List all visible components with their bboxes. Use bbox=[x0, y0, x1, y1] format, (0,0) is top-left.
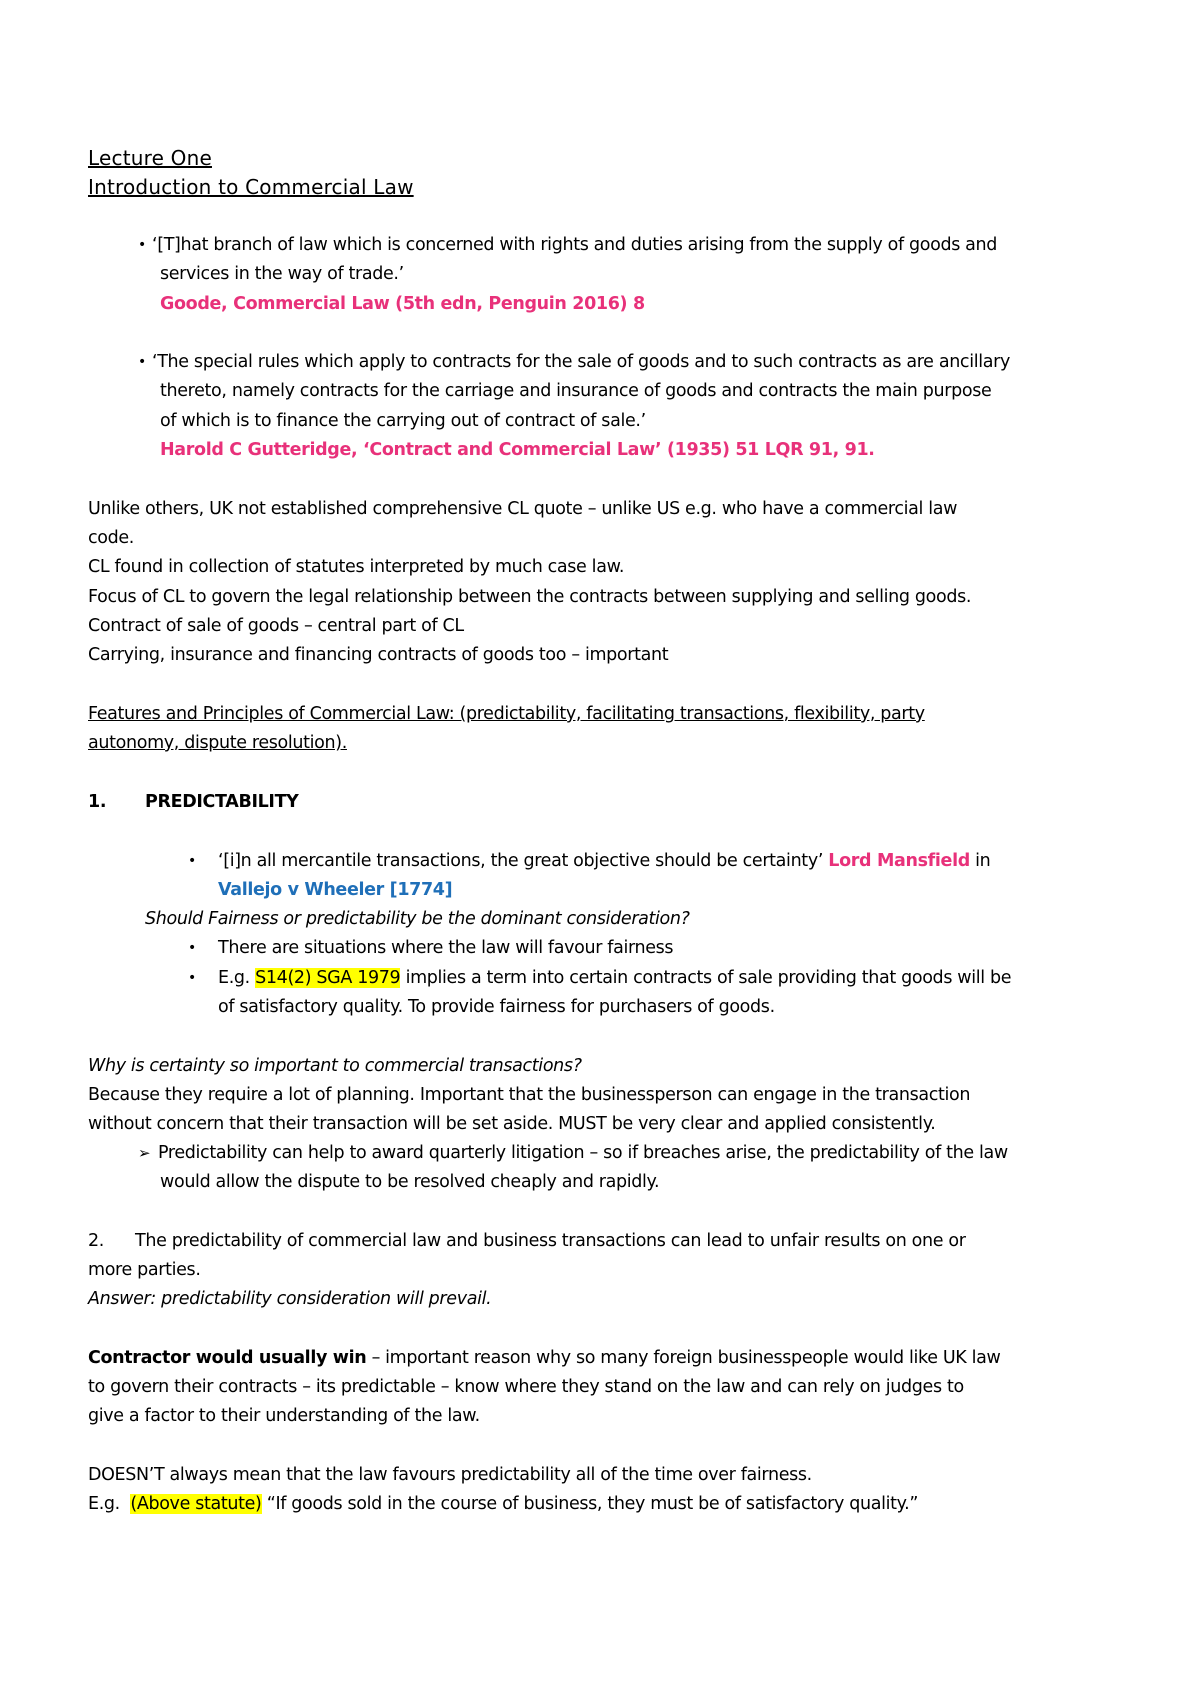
definition-2-line: ‘The special rules which apply to contracts for the sale of goods and to such contracts as are ancillary bbox=[152, 352, 1010, 372]
contractor-rest: – important reason why so many foreign businesspeople would like UK law bbox=[371, 1348, 1001, 1368]
contractor-line-3: give a factor to their understanding of the law. bbox=[88, 1406, 480, 1426]
statute-bullet-line-2: of satisfactory quality. To provide fairness for purchasers of goods. bbox=[218, 997, 775, 1017]
judge-name: Lord Mansfield bbox=[828, 851, 970, 871]
fairness-bullet: There are situations where the law will favour fairness bbox=[218, 938, 674, 958]
closing-quote: “If goods sold in the course of business, they must be of satisfactory quality.” bbox=[266, 1494, 919, 1514]
features-heading: autonomy, dispute resolution). bbox=[88, 733, 347, 753]
closing-example-line bbox=[88, 1494, 918, 1514]
bullet-dot: • bbox=[188, 853, 197, 869]
statute-bullet-line bbox=[218, 968, 1011, 988]
arrow-bullet-icon: ➢ bbox=[138, 1144, 151, 1162]
contractor-line bbox=[88, 1348, 1001, 1368]
definition-1-line: services in the way of trade.’ bbox=[160, 264, 404, 284]
section-2-line: The predictability of commercial law and business transactions can lead to unfair results on one or bbox=[135, 1231, 966, 1251]
arrow-line: would allow the dispute to be resolved cheaply and rapidly. bbox=[160, 1172, 660, 1192]
section-1-number: 1. bbox=[88, 792, 107, 812]
definition-2-line: thereto, namely contracts for the carriage and insurance of goods and contracts the main purpose bbox=[160, 381, 992, 401]
section-2-line: more parties. bbox=[88, 1260, 201, 1280]
certainty-question: Why is certainty so important to commercial transactions? bbox=[88, 1056, 582, 1076]
mansfield-quote: ‘[i]n all mercantile transactions, the great objective should be certainty’ bbox=[218, 851, 824, 871]
intro-line: CL found in collection of statutes interpreted by much case law. bbox=[88, 557, 625, 577]
quote-in: in bbox=[975, 851, 991, 871]
definition-2-citation: Harold C Gutteridge, ‘Contract and Commercial Law’ (1935) 51 LQR 91, 91. bbox=[160, 440, 875, 460]
certainty-line: without concern that their transaction will be set aside. MUST be very clear and applied consistently. bbox=[88, 1114, 936, 1134]
closing-line: DOESN’T always mean that the law favours predictability all of the time over fairness. bbox=[88, 1465, 812, 1485]
section-2-number: 2. bbox=[88, 1231, 104, 1251]
intro-line: Carrying, insurance and financing contracts of goods too – important bbox=[88, 645, 669, 665]
arrow-line: Predictability can help to award quarterly litigation – so if breaches arise, the predictability of the law bbox=[158, 1143, 1008, 1163]
bullet-dot: • bbox=[138, 237, 147, 253]
intro-line: code. bbox=[88, 528, 135, 548]
statute-highlight: S14(2) SGA 1979 bbox=[255, 968, 401, 988]
statute-text: implies a term into certain contracts of sale providing that goods will be bbox=[405, 968, 1012, 988]
intro-line: Contract of sale of goods – central part of CL bbox=[88, 616, 464, 636]
features-heading: Features and Principles of Commercial Law: (predictability, facilitating transactions, flexibility, party bbox=[88, 704, 925, 724]
definition-1-line: ‘[T]hat branch of law which is concerned with rights and duties arising from the supply of goods and bbox=[152, 235, 998, 255]
intro-line: Unlike others, UK not established comprehensive CL quote – unlike US e.g. who have a commercial law bbox=[88, 499, 958, 519]
bullet-dot: • bbox=[188, 970, 197, 986]
mansfield-quote-line bbox=[218, 851, 990, 871]
certainty-line: Because they require a lot of planning. Important that the businessperson can engage in the transaction bbox=[88, 1085, 971, 1105]
lecture-title: Lecture One bbox=[88, 146, 212, 170]
closing-eg: E.g. bbox=[88, 1494, 120, 1514]
bullet-dot: • bbox=[188, 940, 197, 956]
lecture-subtitle: Introduction to Commercial Law bbox=[88, 175, 414, 199]
above-statute-highlight: (Above statute) bbox=[130, 1494, 262, 1514]
bullet-dot: • bbox=[138, 354, 147, 370]
contractor-line-2: to govern their contracts – its predictable – know where they stand on the law and can rely on judges to bbox=[88, 1377, 964, 1397]
definition-1-citation: Goode, Commercial Law (5th edn, Penguin 2016) 8 bbox=[160, 294, 645, 314]
fairness-question: Should Fairness or predictability be the dominant consideration? bbox=[145, 909, 690, 929]
eg-label: E.g. bbox=[218, 968, 250, 988]
section-1-heading: PREDICTABILITY bbox=[145, 792, 299, 812]
definition-2-line: of which is to finance the carrying out of contract of sale.’ bbox=[160, 411, 646, 431]
intro-line: Focus of CL to govern the legal relationship between the contracts between supplying and selling goods. bbox=[88, 587, 972, 607]
contractor-bold: Contractor would usually win bbox=[88, 1348, 367, 1368]
section-2-answer: Answer: predictability consideration will prevail. bbox=[88, 1289, 492, 1309]
case-name: Vallejo v Wheeler [1774] bbox=[218, 880, 453, 900]
